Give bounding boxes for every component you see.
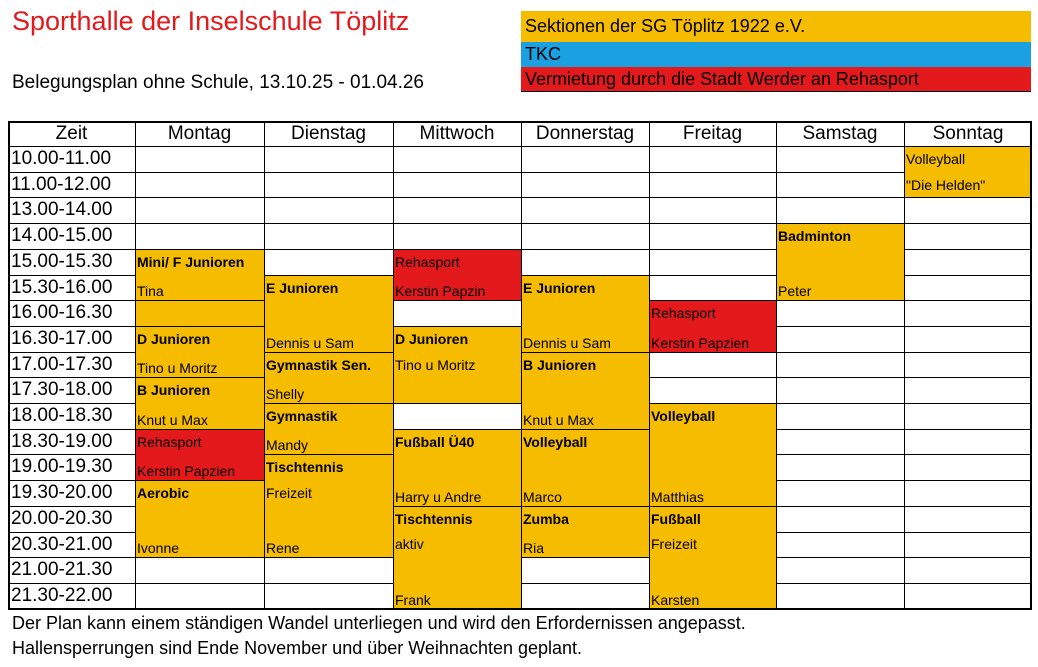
grid-line bbox=[649, 352, 776, 353]
grid-line bbox=[393, 172, 521, 173]
grid-line bbox=[776, 326, 904, 327]
booking-title: Rehasport bbox=[651, 305, 716, 322]
legend-rehasport bbox=[521, 67, 1031, 92]
header-day: Mittwoch bbox=[419, 123, 495, 144]
time-slot: 19.00-19.30 bbox=[11, 456, 113, 478]
grid-line bbox=[521, 583, 649, 584]
grid-line bbox=[8, 403, 135, 404]
grid-line bbox=[904, 454, 1032, 455]
grid-line bbox=[776, 377, 904, 378]
booking-title: Fußball bbox=[651, 510, 701, 527]
grid-line bbox=[393, 506, 521, 507]
grid-line bbox=[8, 146, 1032, 147]
grid-line bbox=[393, 121, 394, 610]
booking-cell bbox=[776, 223, 904, 300]
footer-note: Hallensperrungen sind Ende November und über Weihnachten geplant. bbox=[12, 638, 583, 658]
grid-line bbox=[135, 326, 264, 327]
time-slot: 21.00-21.30 bbox=[11, 559, 113, 581]
booking-person: Rene bbox=[266, 540, 300, 557]
grid-line bbox=[8, 583, 135, 584]
grid-line bbox=[649, 172, 776, 173]
grid-line bbox=[649, 377, 776, 378]
booking-cell bbox=[135, 249, 264, 300]
grid-line bbox=[904, 377, 1032, 378]
grid-line bbox=[521, 223, 649, 224]
booking-subtitle: Freizeit bbox=[266, 485, 312, 502]
booking-title: B Junioren bbox=[523, 356, 597, 373]
booking-cell bbox=[393, 326, 521, 403]
grid-line bbox=[264, 583, 393, 584]
booking-cell bbox=[649, 403, 776, 506]
time-slot: 16.30-17.00 bbox=[11, 327, 113, 349]
booking-cell bbox=[393, 249, 521, 300]
grid-line bbox=[8, 480, 135, 481]
grid-line bbox=[649, 197, 776, 198]
grid-line bbox=[8, 557, 135, 558]
grid-line bbox=[521, 557, 649, 558]
booking-title: Tischtennis bbox=[395, 510, 473, 527]
booking-title: D Junioren bbox=[395, 330, 469, 347]
page-subtitle: Belegungsplan ohne Schule, 13.10.25 - 01.04.26 bbox=[12, 72, 424, 93]
booking-person: Dennis u Sam bbox=[266, 334, 354, 351]
grid-line bbox=[135, 197, 264, 198]
grid-line bbox=[904, 583, 1032, 584]
grid-line bbox=[776, 557, 904, 558]
header-day: Dienstag bbox=[291, 123, 366, 144]
grid-line bbox=[776, 223, 904, 224]
booking-title: Gymnastik bbox=[266, 408, 338, 424]
grid-line bbox=[776, 197, 904, 198]
grid-line bbox=[135, 429, 264, 430]
legend-label: Sektionen der SG Töplitz 1922 e.V. bbox=[525, 16, 806, 36]
grid-line bbox=[904, 403, 1032, 404]
grid-line bbox=[776, 532, 904, 533]
booking-cell bbox=[135, 300, 264, 326]
grid-line bbox=[776, 583, 904, 584]
booking-title: Zumba bbox=[523, 510, 569, 527]
time-slot: 14.00-15.00 bbox=[11, 225, 113, 247]
grid-line bbox=[776, 429, 904, 430]
grid-line bbox=[904, 532, 1032, 533]
grid-line bbox=[904, 480, 1032, 481]
grid-line bbox=[776, 300, 904, 301]
time-slot: 18.00-18.30 bbox=[11, 405, 113, 426]
grid-line bbox=[8, 249, 135, 250]
booking-cell bbox=[264, 454, 393, 557]
header-day: Sonntag bbox=[932, 123, 1004, 144]
booking-title: Badminton bbox=[778, 228, 852, 245]
booking-cell bbox=[264, 403, 393, 454]
grid-line bbox=[521, 172, 649, 173]
booking-cell bbox=[521, 506, 649, 557]
booking-cell bbox=[264, 275, 393, 352]
time-slot: 17.30-18.00 bbox=[11, 379, 113, 401]
grid-line bbox=[8, 223, 135, 224]
grid-line bbox=[8, 608, 1032, 610]
booking-person: Ivonne bbox=[137, 540, 180, 557]
booking-title: Fußball Ü40 bbox=[395, 433, 475, 450]
booking-title: D Junioren bbox=[137, 330, 211, 347]
legend-label: TKC bbox=[525, 44, 561, 64]
grid-line bbox=[776, 480, 904, 481]
time-slot: 15.00-15.30 bbox=[11, 250, 113, 272]
time-slot: 16.00-16.30 bbox=[11, 302, 113, 324]
grid-line bbox=[776, 172, 904, 173]
legend-tkc bbox=[521, 42, 1031, 67]
grid-line bbox=[649, 506, 776, 507]
grid-line bbox=[264, 352, 393, 353]
booking-person: Dennis u Sam bbox=[523, 334, 611, 351]
grid-line bbox=[521, 275, 649, 276]
time-slot: 11.00-12.00 bbox=[11, 173, 112, 195]
booking-cell bbox=[649, 300, 776, 351]
booking-title: Rehasport bbox=[395, 253, 460, 270]
time-slot: 15.30-16.00 bbox=[11, 276, 113, 298]
booking-subtitle: aktiv bbox=[395, 536, 424, 553]
time-slot: 18.30-19.00 bbox=[11, 430, 113, 452]
grid-line bbox=[135, 300, 264, 301]
grid-line bbox=[393, 326, 521, 327]
booking-person: Tina bbox=[137, 283, 164, 300]
booking-person: Kerstin Papzin bbox=[395, 283, 486, 300]
booking-person: Kerstin Papzien bbox=[651, 334, 750, 351]
grid-line bbox=[776, 121, 777, 610]
booking-person: Kerstin Papzien bbox=[137, 463, 236, 480]
grid-line bbox=[264, 275, 393, 276]
time-slot: 13.00-14.00 bbox=[11, 199, 113, 221]
time-slot: 20.30-21.00 bbox=[11, 533, 113, 555]
grid-line bbox=[521, 249, 649, 250]
time-slot: 17.00-17.30 bbox=[11, 353, 113, 375]
grid-line bbox=[8, 377, 135, 378]
grid-line bbox=[904, 429, 1032, 430]
booking-cell bbox=[521, 429, 649, 506]
grid-line bbox=[649, 403, 776, 404]
booking-cell bbox=[135, 480, 264, 557]
booking-title: E Junioren bbox=[266, 279, 339, 296]
booking-person: Karsten bbox=[651, 591, 700, 608]
booking-title: Rehasport bbox=[137, 433, 202, 450]
grid-line bbox=[8, 197, 135, 198]
grid-line bbox=[135, 172, 264, 173]
page-title: Sporthalle der Inselschule Töplitz bbox=[12, 6, 410, 36]
grid-line bbox=[8, 352, 135, 353]
booking-subtitle: "Die Helden" bbox=[906, 176, 986, 193]
grid-line bbox=[649, 121, 650, 610]
grid-line bbox=[8, 121, 1032, 123]
grid-line bbox=[264, 403, 393, 404]
booking-title: Mini/ F Junioren bbox=[137, 253, 245, 270]
grid-line bbox=[8, 532, 135, 533]
grid-line bbox=[904, 352, 1032, 353]
header-day: Donnerstag bbox=[535, 123, 635, 144]
grid-line bbox=[264, 249, 393, 250]
grid-line bbox=[135, 480, 264, 481]
booking-person: Peter bbox=[778, 283, 812, 300]
grid-line bbox=[264, 557, 393, 558]
grid-line bbox=[393, 403, 521, 404]
booking-person: Mandy bbox=[266, 437, 309, 454]
grid-line bbox=[264, 172, 393, 173]
grid-line bbox=[776, 454, 904, 455]
booking-person: Knut u Max bbox=[137, 411, 208, 428]
grid-line bbox=[135, 377, 264, 378]
grid-line bbox=[521, 429, 649, 430]
grid-line bbox=[8, 326, 135, 327]
booking-title: Aerobic bbox=[137, 485, 190, 502]
booking-title: Tischtennis bbox=[266, 459, 344, 476]
grid-line bbox=[649, 249, 776, 250]
booking-title: E Junioren bbox=[523, 279, 596, 296]
booking-cell bbox=[135, 326, 264, 377]
booking-cell bbox=[393, 429, 521, 506]
time-slot: 19.30-20.00 bbox=[11, 482, 113, 504]
grid-line bbox=[776, 403, 904, 404]
booking-title: Volleyball bbox=[651, 408, 716, 424]
grid-line bbox=[649, 300, 776, 301]
grid-line bbox=[904, 326, 1032, 327]
grid-line bbox=[904, 121, 905, 610]
grid-line bbox=[393, 300, 521, 301]
legend-label: Vermietung durch die Stadt Werder an Rehasport bbox=[525, 69, 919, 89]
booking-subtitle: Tino u Moritz bbox=[395, 356, 476, 373]
legend-sektionen bbox=[521, 11, 1031, 42]
booking-person: Knut u Max bbox=[523, 411, 594, 428]
header-day: Samstag bbox=[802, 123, 878, 144]
booking-cell bbox=[649, 506, 776, 609]
booking-cell bbox=[264, 352, 393, 403]
booking-person: Shelly bbox=[266, 385, 305, 402]
booking-title: Volleyball bbox=[906, 151, 966, 167]
grid-line bbox=[649, 223, 776, 224]
time-slot: 21.30-22.00 bbox=[11, 584, 113, 606]
booking-title: B Junioren bbox=[137, 382, 211, 399]
booking-person: Ria bbox=[523, 540, 545, 557]
grid-line bbox=[521, 121, 522, 610]
booking-cell bbox=[521, 275, 649, 352]
booking-cell bbox=[904, 146, 1032, 197]
grid-line bbox=[264, 197, 393, 198]
grid-line bbox=[264, 454, 393, 455]
booking-cell bbox=[393, 506, 521, 609]
grid-line bbox=[776, 352, 904, 353]
grid-line bbox=[521, 506, 649, 507]
grid-line bbox=[8, 300, 135, 301]
grid-line bbox=[393, 249, 521, 250]
grid-line bbox=[904, 557, 1032, 558]
grid-line bbox=[8, 506, 135, 507]
booking-title: Volleyball bbox=[523, 433, 588, 450]
header-day: Montag bbox=[167, 123, 232, 144]
booking-person: Matthias bbox=[651, 488, 704, 505]
grid-line bbox=[135, 557, 264, 558]
grid-line bbox=[521, 352, 649, 353]
grid-line bbox=[393, 429, 521, 430]
grid-line bbox=[776, 506, 904, 507]
grid-line bbox=[8, 121, 10, 610]
grid-line bbox=[904, 249, 1032, 250]
time-slot: 10.00-11.00 bbox=[11, 148, 112, 169]
grid-line bbox=[904, 300, 1032, 301]
grid-line bbox=[8, 429, 135, 430]
booking-title: Gymnastik Sen. bbox=[266, 356, 372, 373]
booking-person: Tino u Moritz bbox=[137, 360, 218, 377]
schedule-table bbox=[8, 121, 1032, 610]
grid-line bbox=[8, 172, 135, 173]
grid-line bbox=[393, 197, 521, 198]
booking-cell bbox=[135, 377, 264, 428]
booking-person: Frank bbox=[395, 591, 431, 608]
grid-line bbox=[264, 223, 393, 224]
booking-cell bbox=[135, 429, 264, 480]
booking-person: Harry u Andre bbox=[395, 488, 482, 505]
header-day: Freitag bbox=[682, 123, 743, 144]
grid-line bbox=[135, 583, 264, 584]
grid-line bbox=[904, 275, 1032, 276]
grid-line bbox=[393, 223, 521, 224]
time-slot: 20.00-20.30 bbox=[11, 507, 113, 529]
grid-line bbox=[904, 223, 1032, 224]
grid-line bbox=[1030, 121, 1032, 610]
grid-line bbox=[8, 275, 135, 276]
grid-line bbox=[904, 197, 1032, 198]
grid-line bbox=[904, 506, 1032, 507]
grid-line bbox=[521, 197, 649, 198]
booking-subtitle: Freizeit bbox=[651, 536, 697, 553]
booking-person: Marco bbox=[523, 488, 562, 505]
booking-cell bbox=[521, 352, 649, 429]
grid-line bbox=[135, 121, 136, 610]
grid-line bbox=[135, 223, 264, 224]
header-time: Zeit bbox=[55, 123, 88, 144]
grid-line bbox=[135, 249, 264, 250]
grid-line bbox=[8, 454, 135, 455]
grid-line bbox=[649, 275, 776, 276]
footer-note: Der Plan kann einem ständigen Wandel unterliegen und wird den Erfordernissen angepasst. bbox=[12, 613, 746, 633]
grid-line bbox=[264, 121, 265, 610]
